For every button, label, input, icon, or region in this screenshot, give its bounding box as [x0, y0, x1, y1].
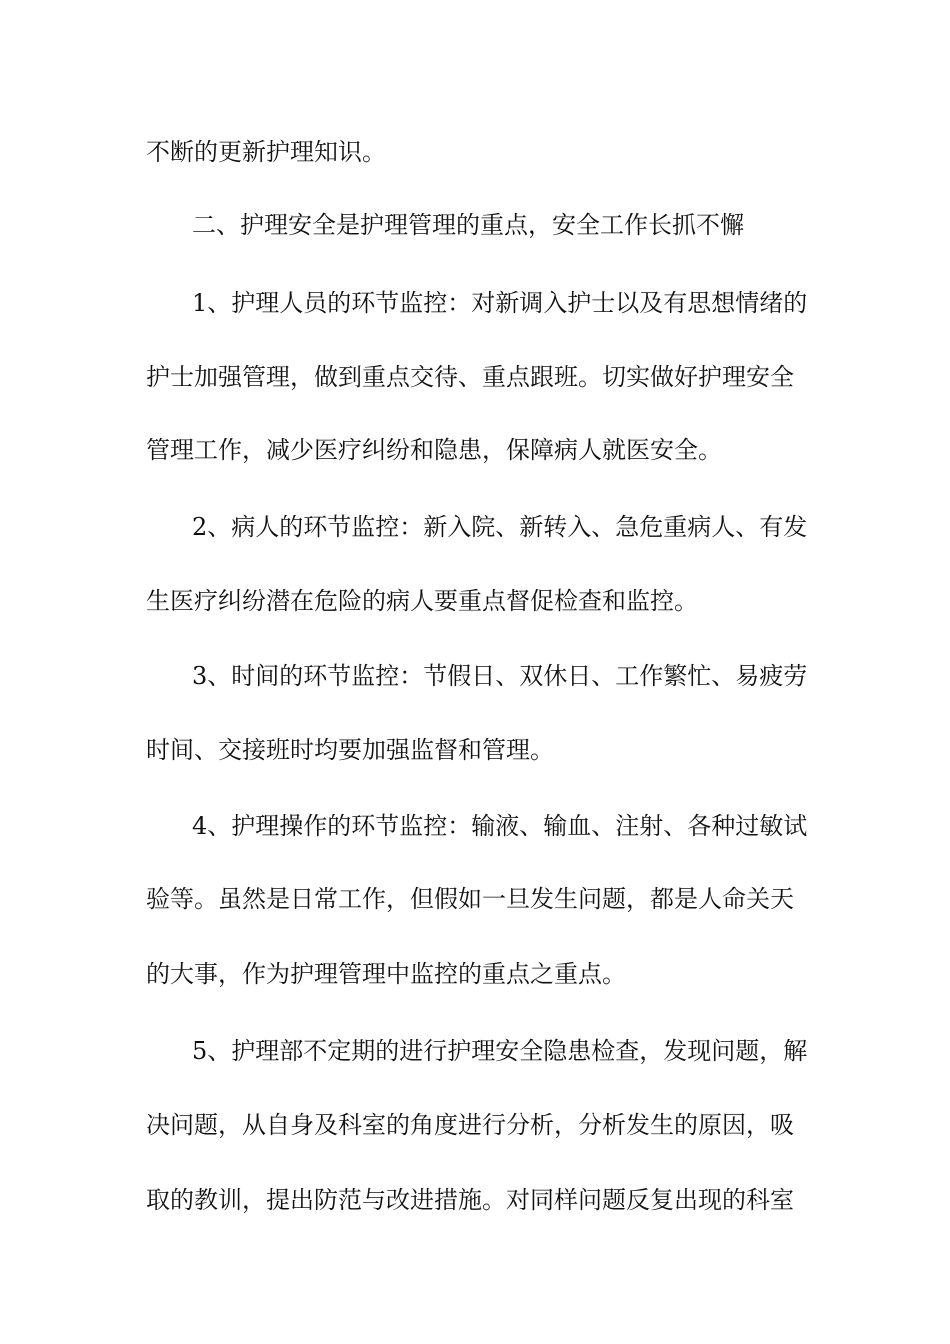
- section-heading: 二、护理安全是护理管理的重点，安全工作长抓不懈: [192, 211, 744, 239]
- text-line: 护士加强管理，做到重点交待、重点跟班。切实做好护理安全: [146, 363, 794, 391]
- text-line: 决问题，从自身及科室的角度进行分析，分析发生的原因，吸: [146, 1111, 794, 1139]
- text-line: 验等。虽然是日常工作，但假如一旦发生问题，都是人命关天: [146, 885, 794, 913]
- paragraph-line: 2、病人的环节监控：新入院、新转入、急危重病人、有发: [192, 513, 808, 541]
- text-line: 时间、交接班时均要加强监督和管理。: [146, 736, 554, 764]
- paragraph-line: 3、时间的环节监控：节假日、双休日、工作繁忙、易疲劳: [192, 662, 808, 690]
- text-line: 管理工作，减少医疗纠纷和隐患，保障病人就医安全。: [146, 436, 722, 464]
- text-line: 取的教训，提出防范与改进措施。对同样问题反复出现的科室: [146, 1186, 794, 1214]
- paragraph-line: 5、护理部不定期的进行护理安全隐患检查，发现问题，解: [192, 1037, 808, 1065]
- paragraph-line: 4、护理操作的环节监控：输液、输血、注射、各种过敏试: [192, 812, 808, 840]
- text-line: 生医疗纠纷潜在危险的病人要重点督促检查和监控。: [146, 587, 698, 615]
- text-line: 不断的更新护理知识。: [146, 138, 386, 166]
- paragraph-line: 1、护理人员的环节监控：对新调入护士以及有思想情绪的: [192, 289, 808, 317]
- text-line: 的大事，作为护理管理中监控的重点之重点。: [146, 960, 626, 988]
